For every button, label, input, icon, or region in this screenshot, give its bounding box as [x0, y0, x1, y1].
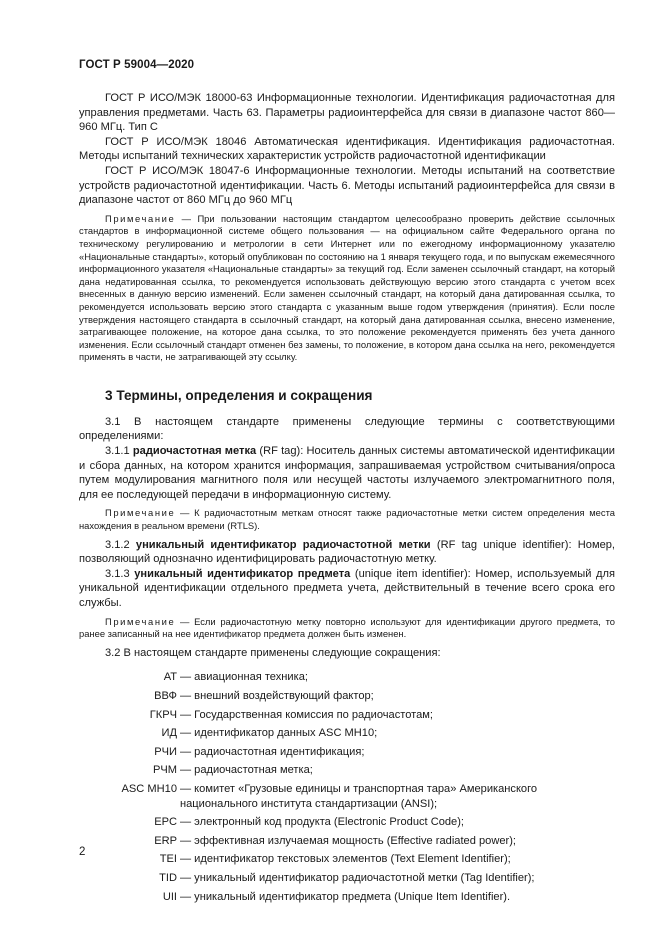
- abbr-value: — идентификатор данных ASC MH10;: [180, 727, 378, 740]
- term-name: уникальный идентификатор предмета: [134, 567, 351, 580]
- abbr-key: TID: [159, 871, 177, 884]
- reference-item: ГОСТ Р ИСО/МЭК 18046 Автоматическая идентификация. Идентификация радиочастотная. Методы испытаний технических характеристик устройств радиочастотной идентификации: [79, 135, 615, 163]
- reference-item: ГОСТ Р ИСО/МЭК 18047-6 Информационные технологии. Методы испытаний на соответствие устройств радиочастотной идентификации. Часть 6. Методы испытаний радиоинтерфейса для связи в диапазоне частот от 860 МГц до 960 МГц: [79, 164, 615, 207]
- document-header-code: ГОСТ Р 59004—2020: [79, 59, 195, 71]
- note-label: Примечание: [105, 615, 176, 627]
- abbr-key: EPC: [154, 816, 177, 829]
- abbr-value: — уникальный идентификатор предмета (Unique Item Identifier).: [180, 890, 511, 903]
- term-3-1-1: [79, 444, 615, 502]
- reference-item: ГОСТ Р ИСО/МЭК 18000-63 Информационные технологии. Идентификация радиочастотная для управления предметами. Часть 63. Параметры радиоинтерфейса для связи в диапазоне частот 860—960 МГц. Тип С: [79, 92, 615, 134]
- abbr-value: — уникальный идентификатор радиочастотной метки (Tag Identifier);: [180, 871, 535, 884]
- abbr-key: UII: [162, 890, 177, 903]
- term-definition: (RF tag): Носитель данных системы автоматической идентификации и сбора данных, на котором хранится информация, запрашиваемая устройством считывания/опроса путем модулирования магнитного поля или несущей частоты излучаемого электромагнитного поля, для ее последующей передачи в информационную систему.: [79, 445, 615, 501]
- page-number: 2: [79, 846, 86, 858]
- note-references: [79, 213, 615, 364]
- section-title: 3 Термины, определения и сокращения: [105, 387, 373, 403]
- abbr-key: РЧМ: [152, 764, 177, 777]
- note-rf-tag: [79, 507, 615, 532]
- abbr-value: — Государственная комиссия по радиочастотам;: [180, 708, 433, 721]
- note-text: — При пользовании настоящим стандартом целесообразно проверить действие ссылочных стандартов в информационной системе общего пользования — на официальном сайте Федерального органа по техническому регулированию и метрологии в сети Интернет или по ежегодному информационному указателю «Национальные стандарты», который опубликован по состоянию на 1 января текущего года, и по выпускам ежемесячного информационного указателя «Национальные стандарты» за текущий год. Если заменен ссылочный стандарт, на который дана недатированная ссылка, то рекомендуется использовать действующую версию этого стандарта с учетом всех внесенных в данную версию изменений. Если заменен ссылочный стандарт, на который дана датированная ссылка, то рекомендуется использовать версию этого стандарта с указанным выше годом утверждения (принятия). Если после утверждения настоящего стандарта в ссылочный стандарт, на который дана датированная ссылка, внесено изменение, затрагивающее положение, на которое дана ссылка, то это положение рекомендуется применять без учета данного изменения. Если ссылочный стандарт отменен без замены, то положение, в котором дана ссылка на него, рекомендуется применять в части, не затрагивающей эту ссылку.: [79, 212, 615, 363]
- abbr-value: — авиационная техника;: [180, 671, 308, 684]
- term-3-1-2: [79, 538, 615, 567]
- term-3-1-3: [79, 567, 615, 611]
- abbr-key: TEI: [159, 853, 177, 866]
- abbr-value: — эффективная излучаемая мощность (Effective radiated power);: [180, 834, 516, 847]
- abbr-key: ИД: [161, 727, 177, 740]
- note-text: — К радиочастотным меткам относят также радиочастотные метки систем определения места нахождения в реальном времени (RTLS).: [79, 507, 615, 532]
- abbr-key: ВВФ: [154, 689, 177, 702]
- paragraph-3-2: 3.2 В настоящем стандарте применены следующие сокращения:: [105, 646, 441, 659]
- note-item-id: [79, 616, 615, 641]
- abbr-value: — радиочастотная идентификация;: [180, 745, 365, 758]
- abbr-value: — электронный код продукта (Electronic Product Code);: [180, 816, 465, 829]
- term-name: радиочастотная метка: [132, 445, 257, 458]
- note-text: — Если радиочастотную метку повторно используют для идентификации другого предмета, то ранее записанный на нее идентификатор предмета должен быть изменен.: [79, 615, 615, 640]
- abbr-key: РЧИ: [154, 745, 177, 758]
- note-label: Примечание: [105, 212, 176, 224]
- paragraph-3-1: 3.1 В настоящем стандарте применены следующие термины с соответствующими определениями:: [79, 415, 615, 443]
- abbr-value: — комитет «Грузовые единицы и транспортная тара» Американского национального института стандартизации (ANSI);: [180, 782, 538, 810]
- abbr-key: ASC MH10: [121, 782, 177, 795]
- abbr-value: — внешний воздействующий фактор;: [180, 689, 374, 702]
- term-number: 3.1.1: [105, 445, 133, 458]
- abbr-key: ERP: [154, 834, 177, 847]
- note-label: Примечание: [105, 507, 176, 519]
- page-content: [79, 91, 615, 908]
- abbreviations-list: [79, 670, 615, 908]
- term-definition: (RF tag unique identifier): Номер, позволяющий однозначно идентифицировать радиочастотную метку.: [79, 538, 615, 566]
- abbr-value: — радиочастотная метка;: [180, 764, 313, 777]
- term-name: уникальный идентификатор радиочастотной метки: [135, 538, 431, 551]
- term-number: 3.1.3: [105, 567, 135, 580]
- term-definition: (unique item identifier): Номер, используемый для уникальной идентификации отдельного предмета учета, действительный в течение всего срока его службы.: [79, 567, 615, 609]
- abbr-value: — идентификатор текстовых элементов (Text Element Identifier);: [180, 853, 511, 866]
- abbr-key: ГКРЧ: [149, 708, 177, 721]
- term-number: 3.1.2: [105, 538, 136, 551]
- abbr-key: АТ: [163, 671, 177, 684]
